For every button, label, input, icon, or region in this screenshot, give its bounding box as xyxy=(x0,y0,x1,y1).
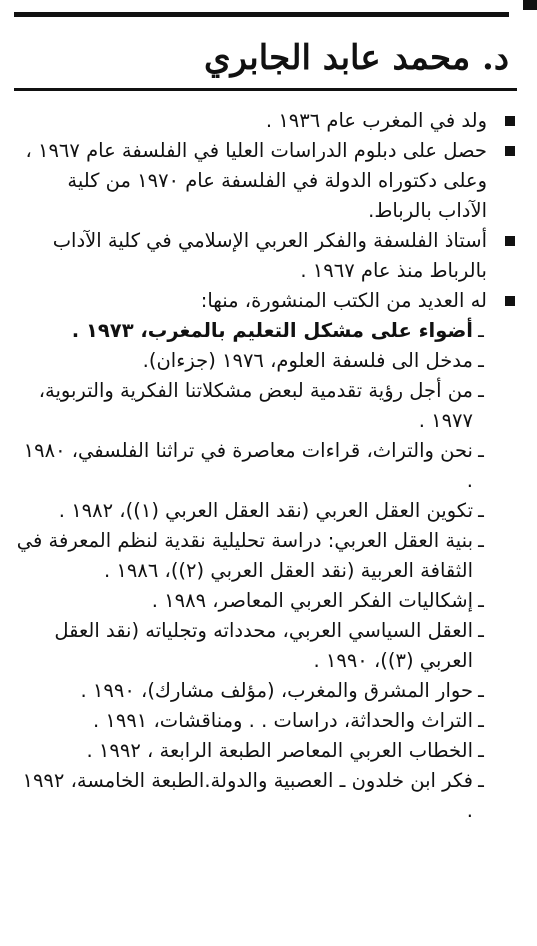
dash-icon: ـ xyxy=(478,619,484,642)
list-item xyxy=(14,766,487,826)
list-item xyxy=(14,376,487,436)
book-title: فكر ابن خلدون ـ العصبية والدولة.الطبعة الخامسة، ١٩٩٢ . xyxy=(22,769,473,822)
book-title: أضواء على مشكل التعليم بالمغرب، ١٩٧٣ . xyxy=(71,319,473,342)
dash-icon: ـ xyxy=(478,769,484,792)
bullet-icon xyxy=(505,146,515,156)
book-title: من أجل رؤية تقدمية لبعض مشكلاتنا الفكرية والتربوية، ١٩٧٧ . xyxy=(38,379,473,432)
bio-item-books xyxy=(14,286,517,826)
book-title: الخطاب العربي المعاصر الطبعة الرابعة ، ١٩٩٢ . xyxy=(86,739,473,762)
dash-icon: ـ xyxy=(478,529,484,552)
list-item xyxy=(14,346,487,376)
dash-icon: ـ xyxy=(478,379,484,402)
book-title: حوار المشرق والمغرب، (مؤلف مشارك)، ١٩٩٠ . xyxy=(80,679,473,702)
list-item xyxy=(14,676,487,706)
bio-text: حصل على دبلوم الدراسات العليا في الفلسفة عام ١٩٦٧ ، وعلى دكتوراه الدولة في الفلسفة عام ١٩٧٠ من كلية الآداب بالرباط. xyxy=(25,139,487,222)
dash-icon: ـ xyxy=(478,349,484,372)
bio-item-professorship xyxy=(14,226,517,286)
dash-icon: ـ xyxy=(478,499,484,522)
list-item xyxy=(14,706,487,736)
dash-icon: ـ xyxy=(478,439,484,462)
list-item xyxy=(14,736,487,766)
corner-mark xyxy=(523,0,537,10)
book-title: بنية العقل العربي: دراسة تحليلية نقدية لنظم المعرفة في الثقافة العربية (نقد العقل العربي (٢))، ١٩٨٦ . xyxy=(16,529,473,582)
bullet-icon xyxy=(505,116,515,126)
bullet-icon xyxy=(505,296,515,306)
bio-item-education xyxy=(14,136,517,226)
bio-item-birth xyxy=(14,106,517,136)
list-item xyxy=(14,316,487,346)
bio-text: له العديد من الكتب المنشورة، منها: xyxy=(200,289,487,312)
top-rule xyxy=(14,12,509,17)
book-title: نحن والتراث، قراءات معاصرة في تراثنا الفلسفي، ١٩٨٠ . xyxy=(23,439,473,492)
dash-icon: ـ xyxy=(478,709,484,732)
bio-list xyxy=(14,106,517,826)
book-title: تكوين العقل العربي (نقد العقل العربي (١))، ١٩٨٢ . xyxy=(58,499,473,522)
dash-icon: ـ xyxy=(478,319,484,342)
book-title: التراث والحداثة، دراسات . . ومناقشات، ١٩٩١ . xyxy=(92,709,473,732)
page-title: د. محمد عابد الجابري xyxy=(203,38,509,78)
dash-icon: ـ xyxy=(478,589,484,612)
list-item xyxy=(14,586,487,616)
bullet-icon xyxy=(505,236,515,246)
book-title: مدخل الى فلسفة العلوم، ١٩٧٦ (جزءان). xyxy=(142,349,473,372)
list-item xyxy=(14,616,487,676)
bio-text: أستاذ الفلسفة والفكر العربي الإسلامي في كلية الآداب بالرباط منذ عام ١٩٦٧ . xyxy=(52,229,487,282)
dash-icon: ـ xyxy=(478,679,484,702)
title-row xyxy=(14,32,517,91)
list-item xyxy=(14,436,487,496)
bio-text: ولد في المغرب عام ١٩٣٦ . xyxy=(265,109,487,132)
list-item xyxy=(14,526,487,586)
book-title: إشكاليات الفكر العربي المعاصر، ١٩٨٩ . xyxy=(151,589,473,612)
list-item xyxy=(14,496,487,526)
book-title: العقل السياسي العربي، محدداته وتجلياته (نقد العقل العربي (٣))، ١٩٩٠ . xyxy=(54,619,473,672)
dash-icon: ـ xyxy=(478,739,484,762)
books-list xyxy=(14,316,487,826)
